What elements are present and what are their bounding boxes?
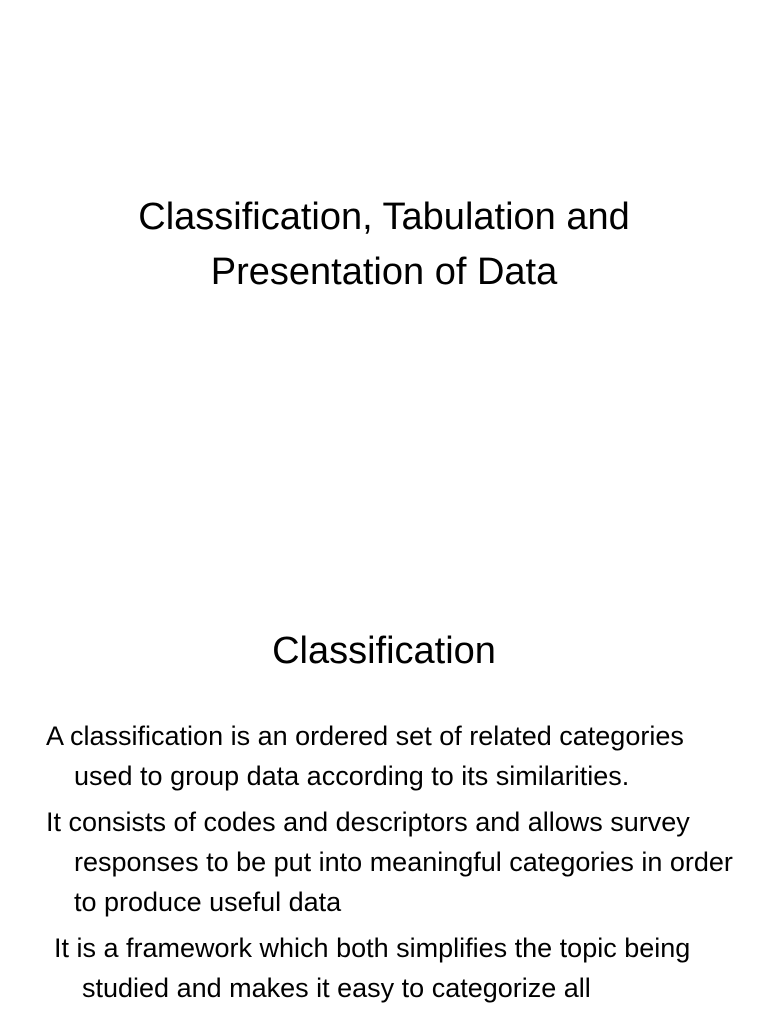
slide-body [46, 716, 736, 1014]
presentation-title-line-2: Presentation of Data [210, 251, 558, 293]
paragraph-codes: It consists of codes and descriptors and allows survey responses to be put into meaningful categories in order to produce useful data [46, 807, 733, 917]
slide-title: Classification [272, 630, 496, 672]
paragraph-framework: It is a framework which both simplifies the topic being studied and makes it easy to categorize all [54, 933, 691, 1003]
paragraph-definition: A classification is an ordered set of related categories used to group data according to its similarities. [46, 721, 684, 791]
presentation-title [40, 190, 728, 300]
presentation-title-line-1: Classification, Tabulation and [138, 196, 630, 238]
classification-slide [0, 576, 768, 1024]
